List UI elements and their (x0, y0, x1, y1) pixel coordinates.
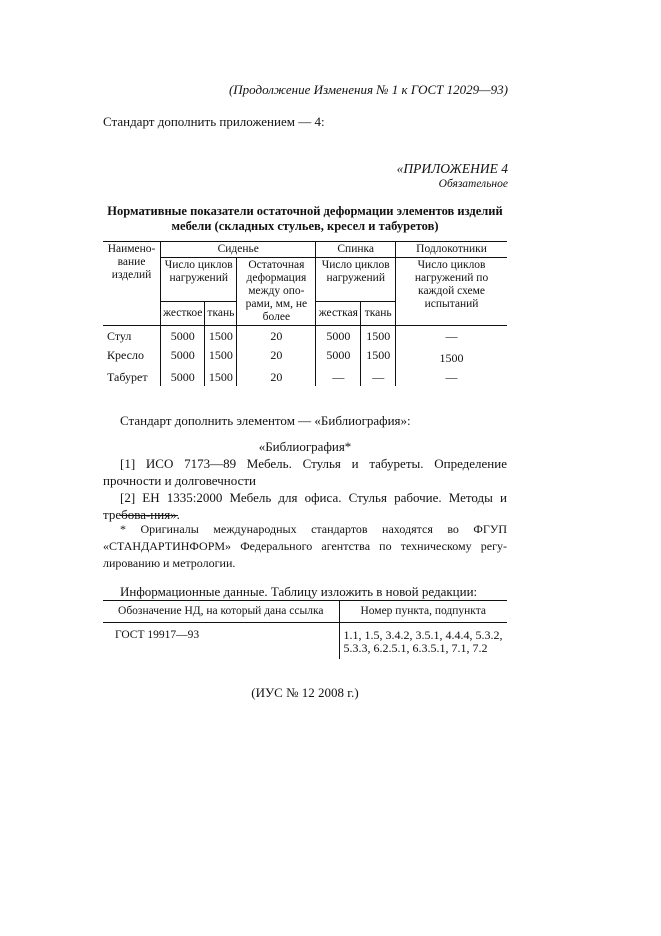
table-row (103, 623, 507, 660)
ref-clause-cell: 1.1, 1.5, 3.4.2, 3.5.1, 4.4.4, 5.3.2, 5.3.3, 6.2.5.1, 6.3.5.1, 7.1, 7.2 (339, 623, 507, 660)
cell: 1500 (361, 326, 396, 346)
cell: — (396, 326, 507, 346)
seat-fabric-header: ткань (205, 301, 237, 325)
arm-cycles-header: Число циклов нагружений по каждой схеме испытаний (396, 258, 507, 326)
table-title-line2: мебели (складных стульев, кресел и табуретов) (171, 219, 439, 233)
cell: 20 (237, 367, 316, 386)
ref-doc-cell: ГОСТ 19917—93 (115, 629, 200, 641)
row-name: Табурет (107, 370, 148, 384)
table-title-line1: Нормативные показатели остаточной деформации элементов изделий (107, 204, 503, 218)
footnote-divider (120, 515, 178, 516)
appendix-status: Обязательное (438, 178, 508, 190)
biblio-intro: Стандарт дополнить элементом — «Библиография»: (120, 413, 411, 428)
row-name: Кресло (107, 348, 144, 362)
back-cycles-header: Число циклов нагружений (316, 258, 396, 302)
references-table (103, 600, 507, 659)
back-hard-header: жесткая (316, 301, 361, 325)
ref-clause-header: Номер пункта, подпункта (339, 601, 507, 623)
group-arm-header: Подлокотники (396, 242, 507, 258)
deformation-table (103, 241, 507, 386)
cell: 20 (237, 326, 316, 346)
cell: 5000 (161, 326, 205, 346)
table-row (103, 326, 507, 346)
cell: 1500 (361, 345, 396, 367)
cell: 1500 (205, 367, 237, 386)
group-seat-header: Сиденье (161, 242, 316, 258)
cell: — (396, 367, 507, 386)
table-row (103, 367, 507, 386)
footnote: * Оригиналы международных стандартов находятся во ФГУП «СТАНДАРТИНФОРМ» Федерального агентства по техническому регу-лированию и метрологии. (103, 522, 507, 570)
group-back-header: Спинка (316, 242, 396, 258)
residual-header: Остаточная деформация между опо-рами, мм, не более (237, 258, 316, 326)
cell: 1500 (396, 345, 507, 367)
info-intro: Информационные данные. Таблицу изложить в новой редакции: (120, 584, 478, 599)
cell: 5000 (161, 367, 205, 386)
cell: — (361, 367, 396, 386)
biblio-item-2: [2] ЕН 1335:2000 Мебель для офиса. Стулья рабочие. Методы и требова-ния». (103, 490, 507, 522)
cell: 20 (237, 345, 316, 367)
cell: 5000 (161, 345, 205, 367)
cell: — (316, 367, 361, 386)
table-title (103, 204, 507, 234)
row-name: Стул (107, 329, 132, 343)
biblio-item-1: [1] ИСО 7173—89 Мебель. Стулья и табуреты. Определение прочности и долговечности (103, 456, 507, 488)
cell: 5000 (316, 345, 361, 367)
back-fabric-header: ткань (361, 301, 396, 325)
ref-doc-header: Обозначение НД, на который дана ссылка (103, 601, 339, 623)
cell: 5000 (316, 326, 361, 346)
page-header: (Продолжение Изменения № 1 к ГОСТ 12029—93) (228, 82, 508, 97)
cell: 1500 (205, 326, 237, 346)
col-name-header: Наимено-вание изделий (103, 242, 161, 326)
signature: (ИУС № 12 2008 г.) (251, 685, 359, 700)
appendix-title: «ПРИЛОЖЕНИЕ 4 (396, 161, 508, 176)
biblio-title: «Библиография* (258, 439, 352, 454)
seat-hard-header: жесткое (161, 301, 205, 325)
cell: 1500 (205, 345, 237, 367)
seat-cycles-header: Число циклов нагружений (161, 258, 237, 302)
table-row (103, 345, 507, 367)
intro-text: Стандарт дополнить приложением — 4: (103, 114, 325, 129)
